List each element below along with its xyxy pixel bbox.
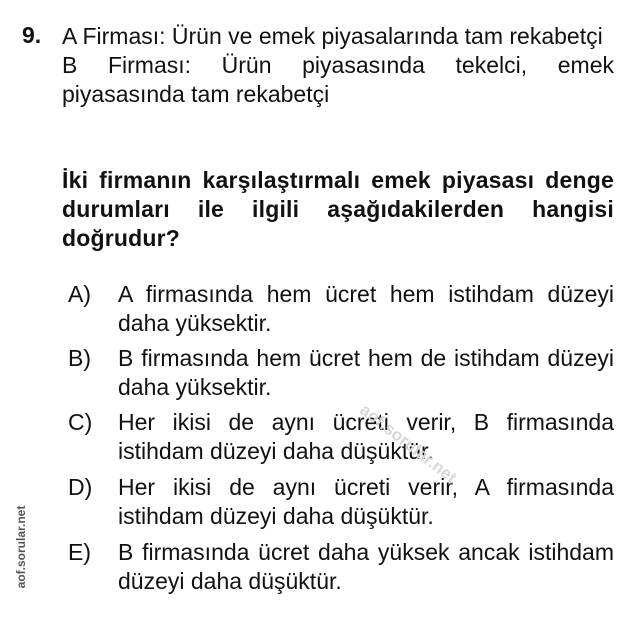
option-text: B firmasında ücret daha yüksek ancak istihdam düzeyi daha düşüktür.: [118, 539, 614, 594]
question-prompt: İki firmanın karşılaştırmalı emek piyasası denge durumları ile ilgili aşağıdakilerden hangisi doğrudur?: [62, 167, 614, 251]
option-text: A firmasında hem ücret hem istihdam düzeyi daha yüksektir.: [118, 281, 614, 336]
option-letter: C): [68, 409, 93, 435]
side-watermark: aof.sorular.net: [14, 505, 28, 589]
option-letter: B): [68, 345, 91, 371]
option-letter: E): [68, 539, 91, 565]
option-e[interactable]: [68, 538, 614, 596]
option-letter: D): [68, 474, 93, 500]
question-stem: [62, 22, 614, 109]
option-b[interactable]: [68, 344, 614, 402]
diagonal-watermark: aof.sorular.net: [356, 400, 461, 488]
stem-line-b: B Firması: Ürün piyasasında tekelci, emek piyasasında tam rekabetçi: [62, 52, 614, 107]
option-a[interactable]: [68, 280, 614, 338]
option-d[interactable]: [68, 473, 614, 531]
option-letter: A): [68, 281, 91, 307]
option-text: B firmasında hem ücret hem de istihdam düzeyi daha yüksektir.: [118, 345, 614, 400]
question-number: 9.: [22, 22, 42, 48]
option-text: Her ikisi de aynı ücreti verir, A firmasında istihdam düzeyi daha düşüktür.: [118, 474, 614, 529]
option-text: Her ikisi de aynı ücreti verir, B firmasında istihdam düzeyi daha düşüktür.: [118, 409, 614, 464]
stem-line-a: A Firması: Ürün ve emek piyasalarında tam rekabetçi: [62, 23, 603, 49]
option-c[interactable]: [68, 408, 614, 466]
